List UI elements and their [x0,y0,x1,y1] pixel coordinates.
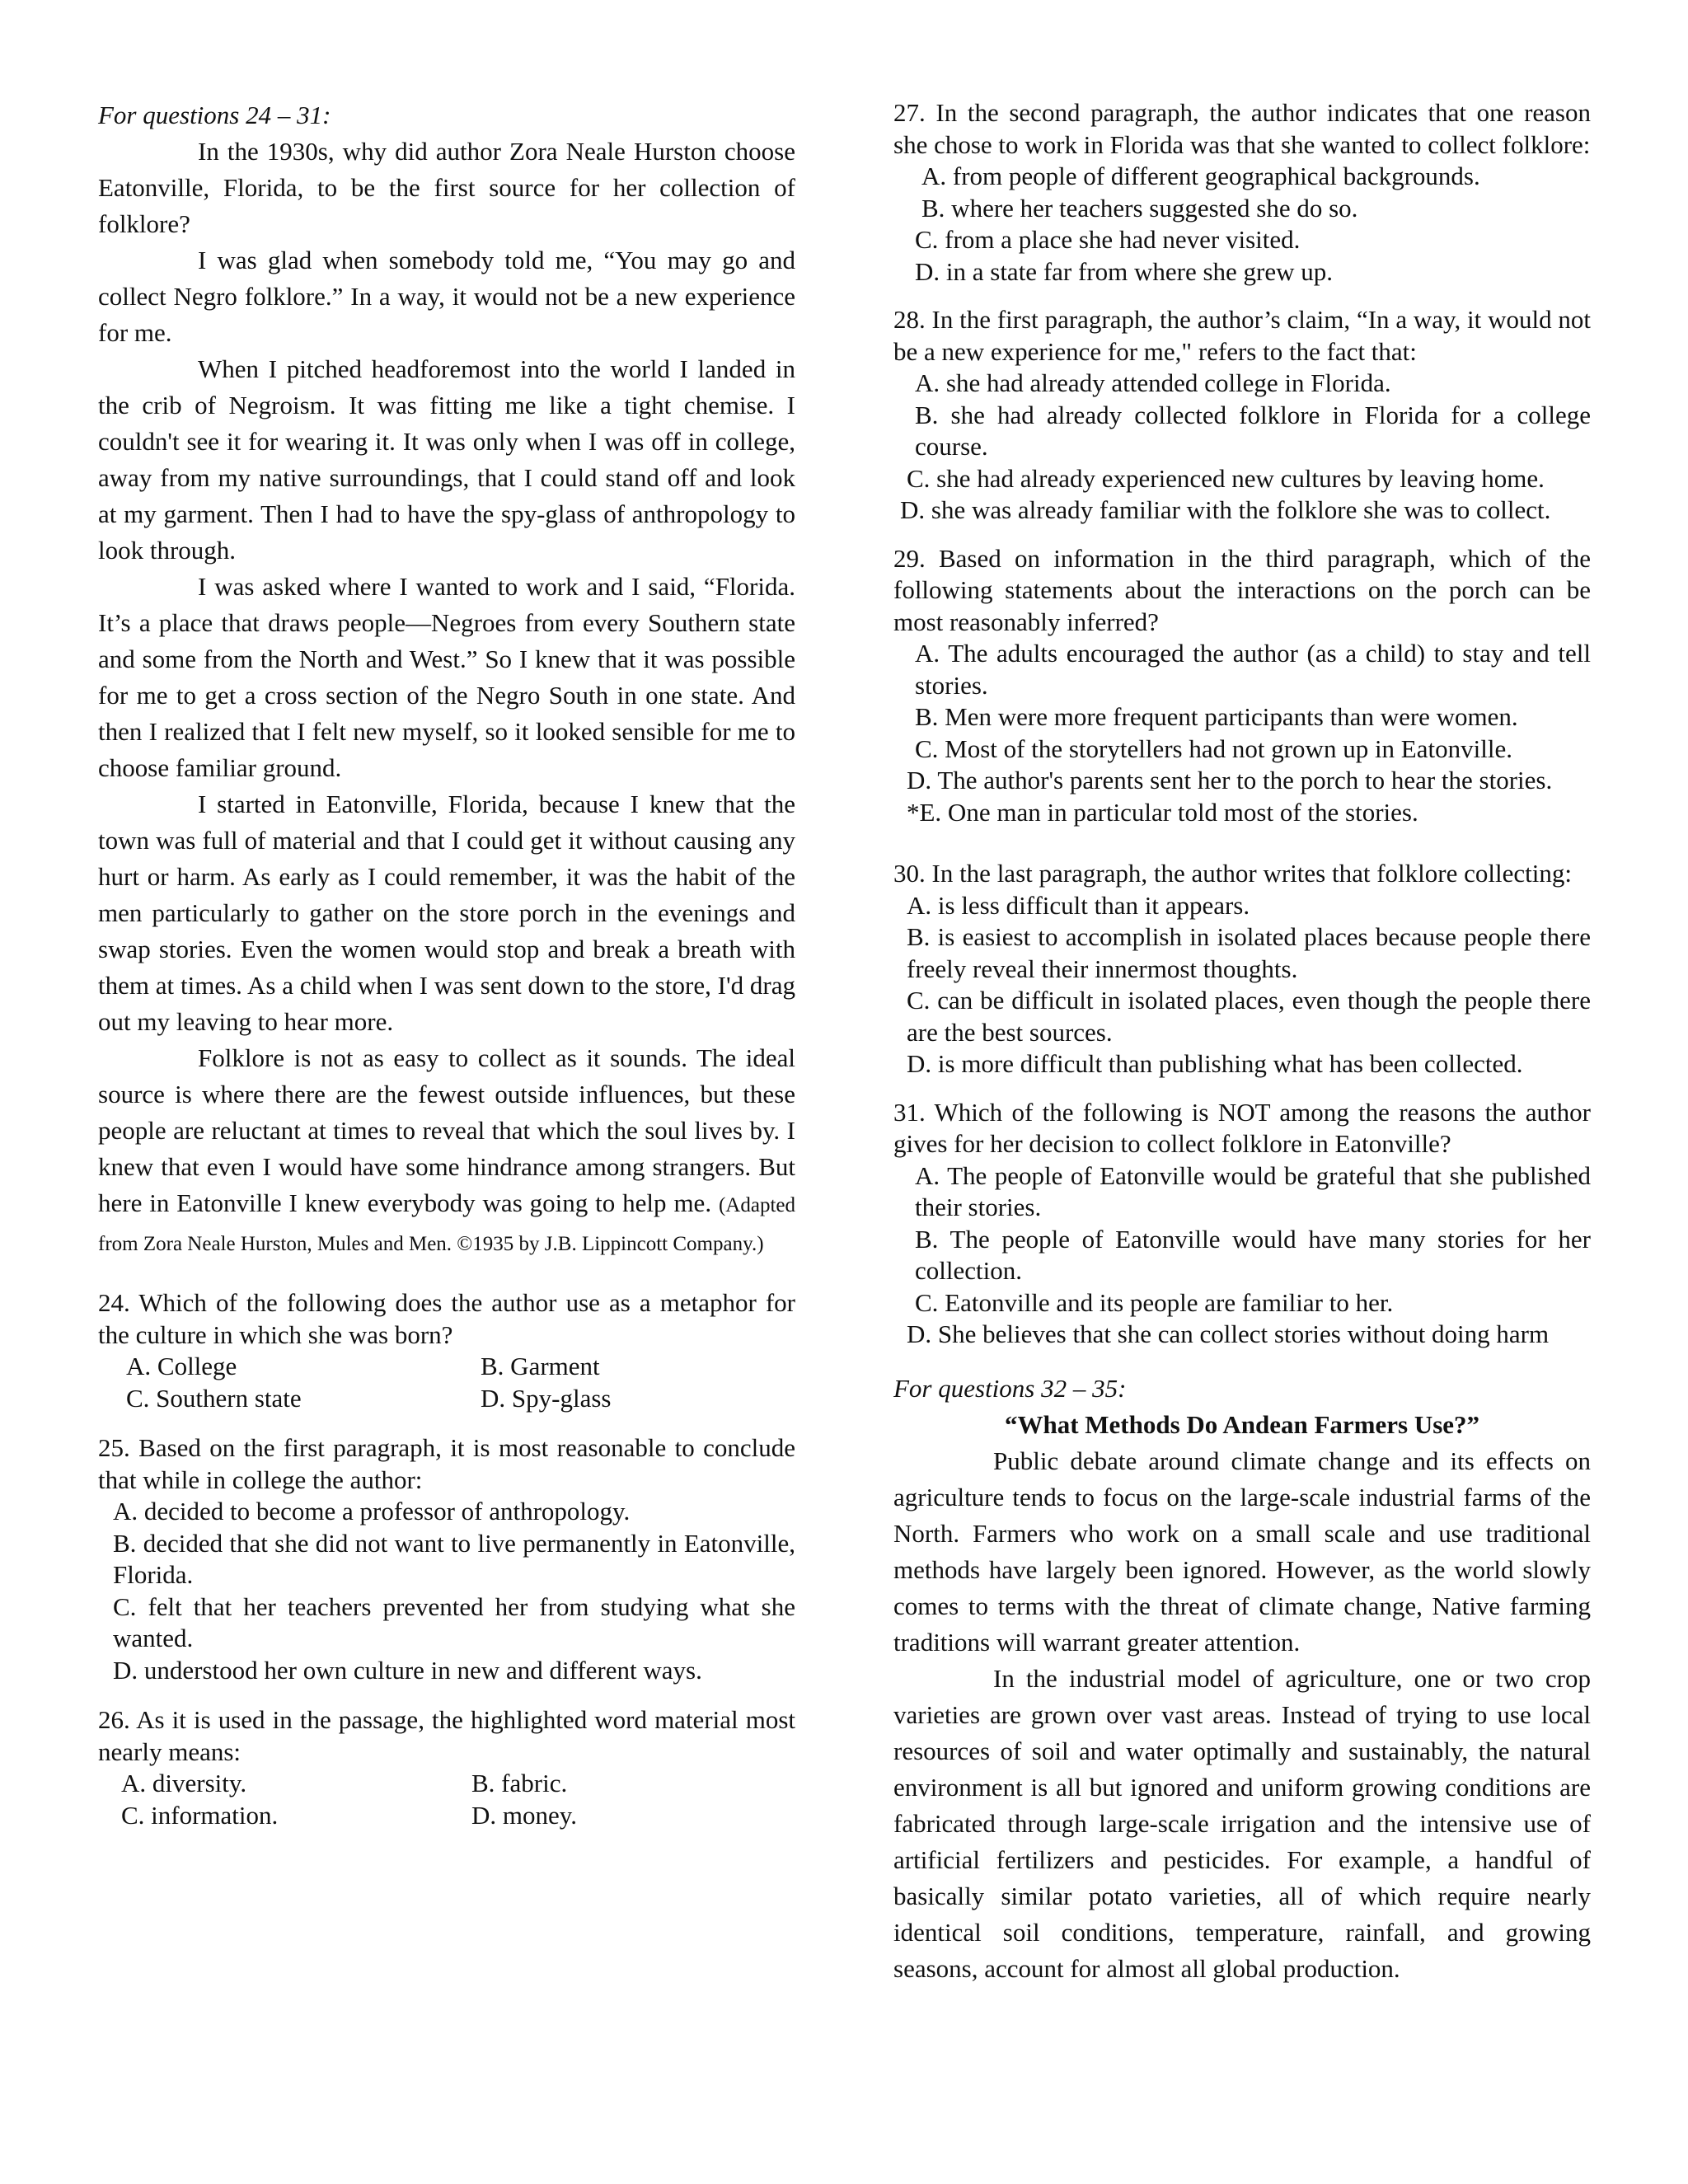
option-a[interactable]: A. College [126,1352,237,1380]
passage-last-text: Folklore is not as easy to collect as it sounds. The ideal source is where there are the fewest outside influences, but these people are reluctant at times to reveal that which the soul lives by. I knew that even I would have some hindrance among strangers. But here in Eatonville I knew everybody was going to help me. [98,1043,795,1217]
question-24 [98,1287,795,1414]
option-c[interactable]: C. she had already experienced new cultures by leaving home. [907,463,1545,493]
question-stem: 24. Which of the following does the author use as a metaphor for the culture in which she was born? [98,1288,795,1349]
passage-paragraph: I was glad when somebody told me, “You may go and collect Negro folklore.” In a way, it would not be a new experience for me. [98,246,795,347]
option-b[interactable]: B. where her teachers suggested she do so. [921,193,1358,223]
section-label-2: For questions 32 – 35: [893,1373,1127,1403]
question-stem: 31. Which of the following is NOT among the reasons the author gives for her decision to collect folklore in Eatonville? [893,1097,1591,1158]
option-c[interactable]: C. Most of the storytellers had not grown up in Eatonville. [915,733,1512,763]
option-b[interactable]: B. Garment [481,1352,600,1380]
option-d[interactable]: D. is more difficult than publishing what has been collected. [907,1049,1523,1078]
option-c[interactable]: C. can be difficult in isolated places, even though the people there are the best sources. [907,986,1591,1047]
question-31 [893,1097,1591,1351]
article-paragraph: In the industrial model of agriculture, one or two crop varieties are grown over vast areas. Instead of trying to use local resources of soil and water optimally and sustainably, the natural environment is all but ignored and uniform growing conditions are fabricated through large-scale irrigation and the intensive use of artificial fertilizers and pesticides. For example, a handful of basically similar potato varieties, all of which require nearly identical soil conditions, temperature, rainfall, and growing seasons, account for almost all global production. [893,1663,1591,1983]
question-29 [893,543,1591,829]
question-28 [893,304,1591,527]
option-c[interactable]: C. Southern state [126,1383,302,1413]
source-note: (Adapted from Zora Neale Hurston, Mules and Men. ©1935 by J.B. Lippincott Company.) [98,1194,796,1255]
left-column [98,97,795,1831]
question-25 [98,1432,795,1686]
article-paragraph: Public debate around climate change and its effects on agriculture tends to focus on the large-scale industrial farms of the North. Farmers who work on a small scale and use traditional methods have largely been ignored. However, as the world slowly comes to terms with the threat of climate change, Native farming traditions will warrant greater attention. [893,1446,1591,1657]
option-b[interactable]: B. is easiest to accomplish in isolated places because people there freely reveal their innermost thoughts. [907,922,1591,983]
option-d[interactable]: D. in a state far from where she grew up. [915,256,1334,286]
option-a[interactable]: A. The people of Eatonville would be grateful that she published their stories. [915,1160,1591,1221]
option-b[interactable]: B. decided that she did not want to live permanently in Eatonville, Florida. [113,1528,795,1589]
right-column [893,97,1591,1987]
option-b[interactable]: B. she had already collected folklore in Florida for a college course. [915,400,1591,461]
question-stem: 26. As it is used in the passage, the highlighted word material most nearly means: [98,1705,795,1766]
option-d[interactable]: D. She believes that she can collect stories without doing harm [907,1319,1550,1348]
question-stem: 29. Based on information in the third paragraph, which of the following statements about the interactions on the porch can be most reasonably inferred? [893,543,1591,636]
passage-paragraph: I started in Eatonville, Florida, because I knew that the town was full of material and that I could get it without causing any hurt or harm. As early as I could remember, it was the habit of the men particularly to gather on the store porch in the evenings and swap stories. Even the women would stop and break a breath with them at times. As a child when I was sent down to the store, I'd drag out my leaving to hear more. [98,790,795,1036]
option-b[interactable]: B. Men were more frequent participants than were women. [915,702,1518,731]
option-c[interactable]: C. information. [121,1800,279,1830]
question-stem: 28. In the first paragraph, the author’s claim, “In a way, it would not be a new experience for me," refers to the fact that: [893,305,1591,366]
option-a[interactable]: A. is less difficult than it appears. [907,890,1250,920]
option-e-marked-answer[interactable]: *E. One man in particular told most of the stories. [907,797,1418,827]
option-b[interactable]: B. The people of Eatonville would have many stories for her collection. [915,1224,1591,1285]
question-26 [98,1704,795,1831]
answer-options [98,1768,795,1831]
option-a[interactable]: A. she had already attended college in Florida. [915,368,1391,397]
option-b[interactable]: B. fabric. [471,1769,568,1797]
article-title: “What Methods Do Andean Farmers Use?” [1004,1409,1480,1439]
option-d[interactable]: D. Spy-glass [481,1383,612,1413]
option-c[interactable]: C. from a place she had never visited. [915,225,1301,254]
question-30 [893,858,1591,1080]
option-d[interactable]: D. she was already familiar with the folklore she was to collect. [900,495,1551,524]
passage-paragraph: When I pitched headforemost into the world I landed in the crib of Negroism. It was fitting me like a tight chemise. I couldn't see it for wearing it. It was only when I was off in college, away from my native surroundings, that I could stand off and look at my garment. Then I had to have the spy-glass of anthropology to look through. [98,354,795,565]
passage-intro: In the 1930s, why did author Zora Neale Hurston choose Eatonville, Florida, to be the first source for her collection of folklore? [98,137,795,238]
question-stem: 30. In the last paragraph, the author writes that folklore collecting: [893,859,1572,888]
option-a[interactable]: A. diversity. [121,1769,247,1797]
option-a[interactable]: A. decided to become a professor of anthropology. [113,1497,631,1526]
option-d[interactable]: D. The author's parents sent her to the porch to hear the stories. [907,766,1553,794]
answer-options [98,1351,795,1414]
option-a[interactable]: A. from people of different geographical backgrounds. [921,162,1480,190]
question-27 [893,97,1591,288]
option-c[interactable]: C. felt that her teachers prevented her from studying what she wanted. [113,1591,795,1652]
option-d[interactable]: D. money. [471,1800,577,1830]
section-label: For questions 24 – 31: [98,101,331,129]
passage-paragraph [98,1040,795,1263]
question-stem: 25. Based on the first paragraph, it is most reasonable to conclude that while in college the author: [98,1433,795,1494]
option-c[interactable]: C. Eatonville and its people are familiar to her. [915,1287,1394,1317]
option-a[interactable]: A. The adults encouraged the author (as a child) to stay and tell stories. [915,639,1591,700]
question-stem: 27. In the second paragraph, the author indicates that one reason she chose to work in Florida was that she wanted to collect folklore: [893,98,1591,159]
passage-paragraph: I was asked where I wanted to work and I said, “Florida. It’s a place that draws people—Negroes from every Southern state and some from the North and West.” So I knew that it was possible for me to get a cross section of the Negro South in one state. And then I realized that I felt new myself, so it looked sensible for me to choose familiar ground. [98,572,795,782]
option-d[interactable]: D. understood her own culture in new and different ways. [113,1655,702,1685]
